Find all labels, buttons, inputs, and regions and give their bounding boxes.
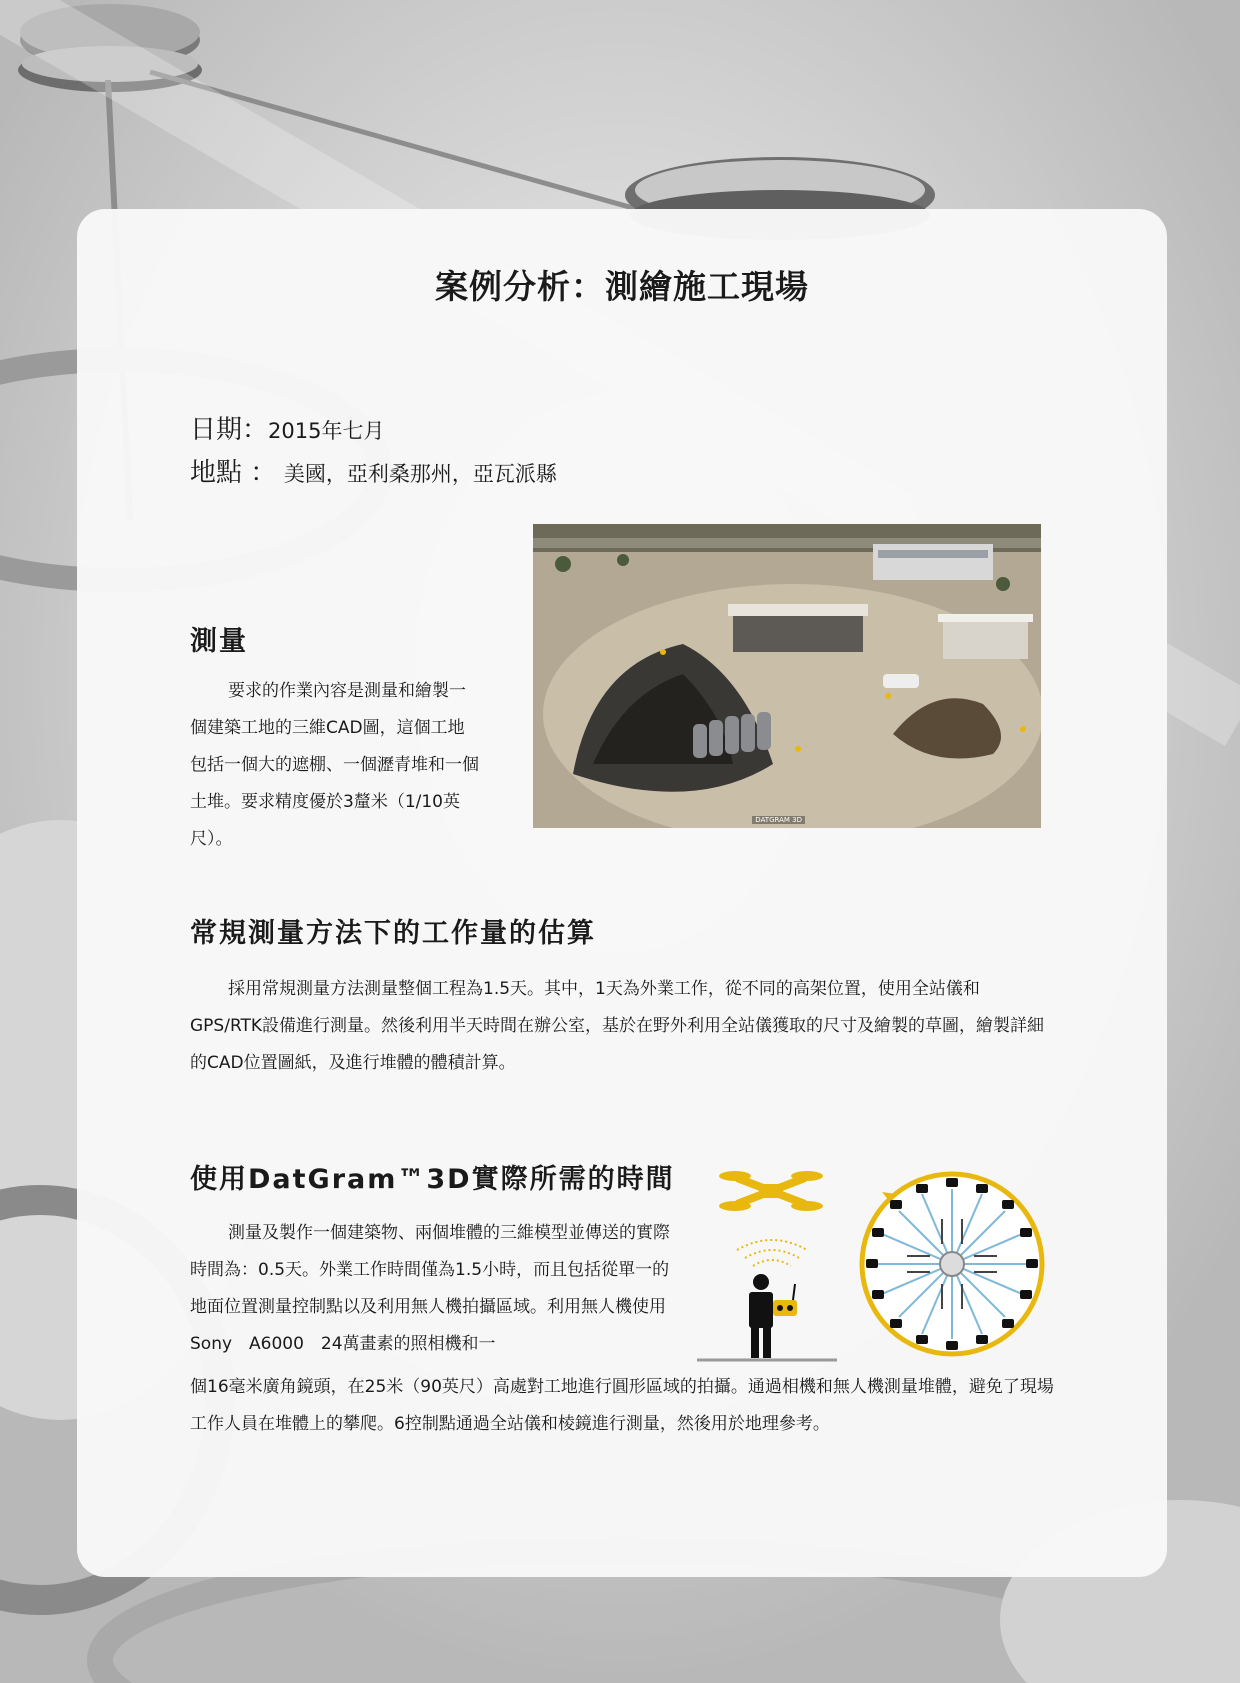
center-target: [940, 1252, 964, 1276]
page-title: 案例分析：測繪施工現場: [435, 267, 809, 306]
datgram-body-part1: [190, 1215, 670, 1363]
date-line: [190, 409, 557, 452]
date-label: 日期：: [190, 415, 269, 445]
conventional-body-text: 採用常規測量方法測量整個工程為1.5天。其中，1天為外業工作，從不同的高架位置，使用全站儀和GPS/RTK設備進行測量。然後利用半天時間在辦公室，基於在野外利用全站儀獲取的尺寸及繪製的草圖，繪製詳細的CAD位置圖紙，及進行堆體的體積計算。: [190, 979, 1045, 1073]
signal-waves-icon: [737, 1240, 807, 1266]
conventional-body: [190, 971, 1050, 1082]
datgram-body-part2: 個16毫米廣角鏡頭，在25米（90英尺）高處對工地進行圓形區域的拍攝。通過相機和無人機測量堆體，避免了現場工作人員在堆體上的攀爬。6控制點通過全站儀和棱鏡進行測量，然後用於地理參考。: [190, 1377, 1054, 1434]
survey-body: [190, 673, 480, 858]
date-value: 2015年七月: [268, 419, 385, 443]
location-line: [190, 452, 557, 495]
drone-icon: [719, 1171, 823, 1211]
photo-stamp: DATGRAM 3D: [752, 816, 805, 824]
operator-icon: [749, 1274, 797, 1358]
drone-operator-illustration: [697, 1164, 847, 1364]
circular-capture-diagram: [852, 1164, 1052, 1364]
site-aerial-photo: [533, 524, 1041, 828]
aerial-photo-illustration: [533, 524, 1041, 828]
conventional-heading: 常規測量方法下的工作量的估算: [190, 918, 596, 949]
location-label: 地點 ：: [190, 458, 277, 488]
datgram-body-text-1: 測量及製作一個建築物、兩個堆體的三維模型並傳送的實際時間為：0.5天。外業工作時間僅為1.5小時，而且包括從單一的地面位置測量控制點以及利用無人機拍攝區域。利用無人機使用Sony A6000 24萬畫素的照相機和一: [190, 1223, 670, 1354]
location-value: 美國，亞利桑那州，亞瓦派縣: [283, 462, 557, 486]
datgram-heading: 使用DatGram™3D實際所需的時間: [190, 1164, 675, 1195]
survey-body-text: 要求的作業內容是測量和繪製一個建築工地的三維CAD圖，這個工地包括一個大的遮棚、一個瀝青堆和一個土堆。要求精度優於3釐米（1/10英尺）。: [190, 681, 479, 849]
survey-heading: 測量: [190, 626, 248, 657]
project-meta: [190, 409, 557, 495]
content-card: [77, 209, 1167, 1577]
